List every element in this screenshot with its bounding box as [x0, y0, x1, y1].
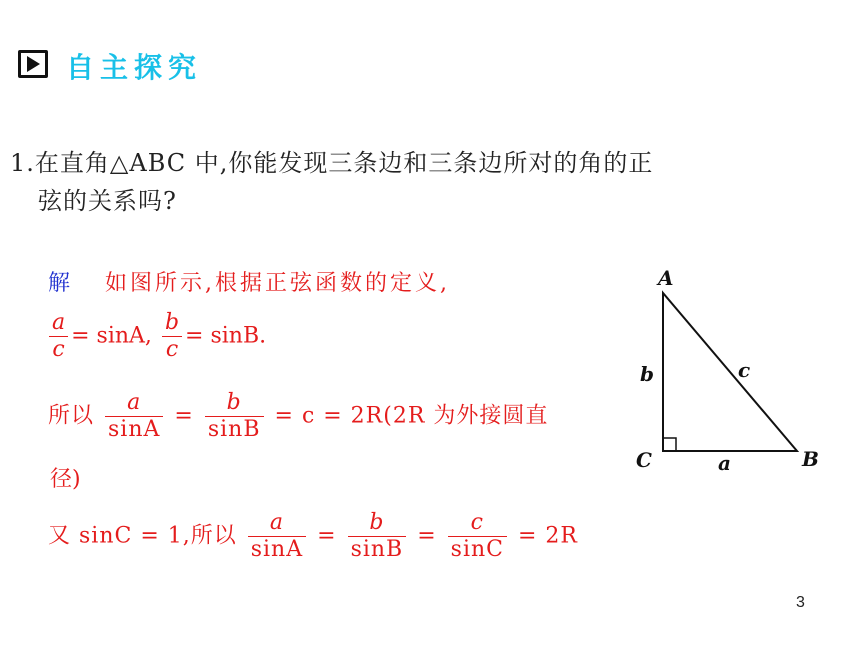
row3-eq2: = — [417, 523, 437, 549]
solution-row1 — [46, 310, 266, 363]
play-icon — [18, 50, 48, 78]
row2-continuation: 径) — [50, 467, 81, 492]
fraction-c-over-sinC: $\frac{c}{\sin C}$ — [448, 510, 507, 563]
solution-row2 — [48, 390, 548, 443]
row2-tail: = c = 2R(2R 为外接圆直 — [274, 403, 549, 429]
solution-label: 解 — [48, 271, 74, 296]
fraction-b-over-sinB: $\frac{b}{\sin B}$ — [348, 510, 407, 563]
row3-tail: = 2R — [518, 523, 578, 549]
fraction-b-over-c: $\frac{b}{c}$ — [162, 310, 182, 363]
question — [10, 144, 653, 220]
section-title: 自主探究 — [66, 51, 203, 84]
fraction-a-over-sinA: $\frac{a}{\sin A}$ — [105, 390, 163, 443]
vertex-C-label: C — [636, 448, 652, 472]
row1-eq2: = sinB. — [185, 323, 267, 349]
row1-eq1: = sinA, — [71, 323, 152, 349]
side-c-label: c — [738, 358, 751, 382]
vertex-B-label: B — [802, 447, 819, 471]
fraction-a-over-sinA: $\frac{a}{\sin A}$ — [248, 510, 306, 563]
page-number: 3 — [796, 594, 805, 611]
row3-eq1: = — [317, 523, 337, 549]
row3-prefix: 又 sinC = 1,所以 — [48, 523, 237, 549]
question-line1: 在直角△ABC 中,你能发现三条边和三条边所对的角的正 — [34, 149, 654, 177]
fraction-b-over-sinB: $\frac{b}{\sin B}$ — [205, 390, 264, 443]
question-line2: 弦的关系吗? — [38, 187, 177, 215]
fraction-a-over-c: $\frac{a}{c}$ — [49, 310, 68, 363]
solution-intro-line — [48, 266, 450, 297]
triangle-figure — [620, 255, 840, 485]
solution-intro: 如图所示,根据正弦函数的定义, — [105, 271, 451, 296]
solution-row3 — [48, 510, 578, 563]
question-number: 1. — [10, 149, 35, 177]
side-b-label: b — [640, 362, 654, 386]
triangle-shape — [663, 293, 797, 451]
row2-eq: = — [174, 403, 194, 429]
row2-prefix: 所以 — [48, 403, 95, 429]
side-a-label: a — [718, 451, 731, 475]
right-angle-mark — [663, 438, 676, 451]
vertex-A-label: A — [658, 266, 674, 290]
